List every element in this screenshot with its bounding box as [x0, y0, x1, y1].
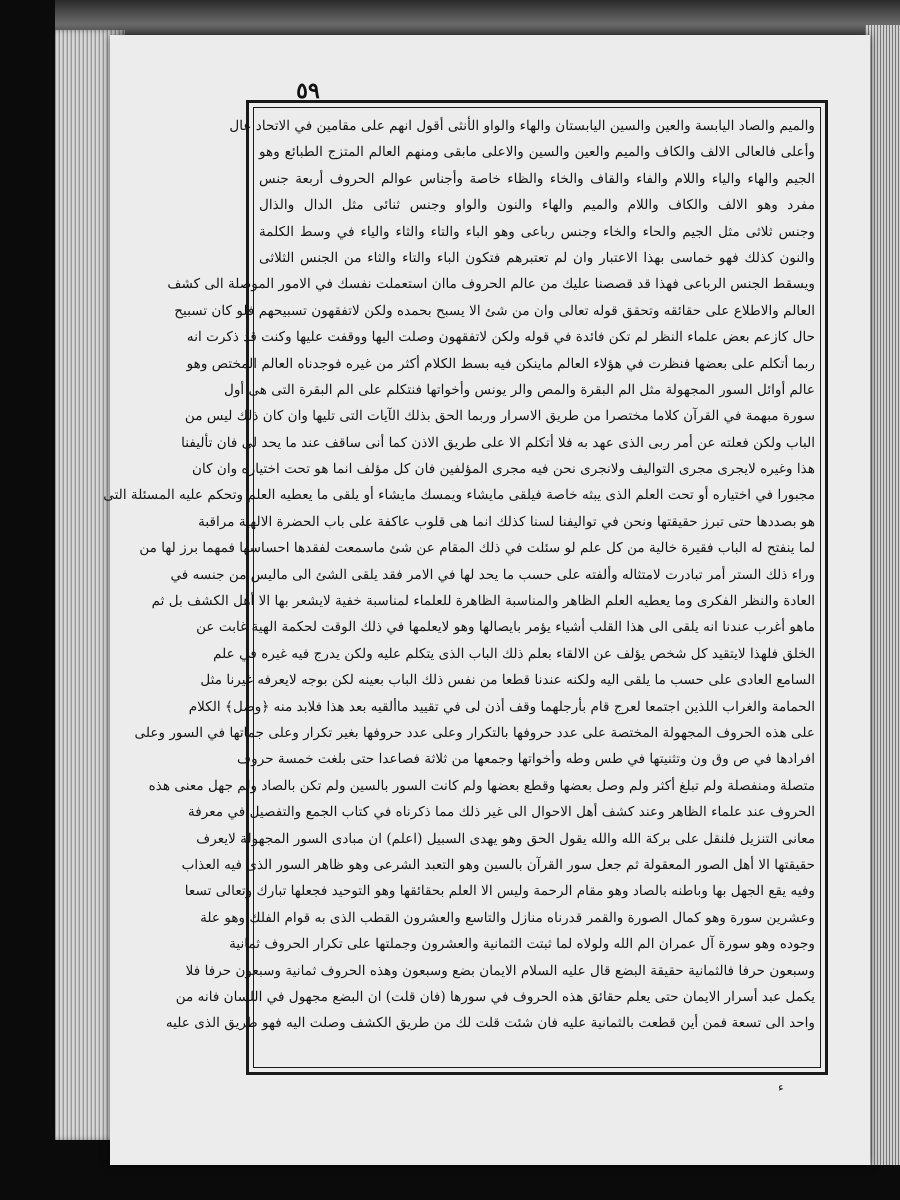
text-line: مفرد وهو الالف والكاف واللام والميم والهاء والنون والواو وجنس ثنائى مثل الدال والذال: [259, 197, 815, 214]
text-line: ماهو أغرب عندنا انه يلقى الى هذا القلب أشياء يؤمر بايصالها وهو لايعلمها في ذلك الوقت لحكمة الهية غابت عن: [196, 619, 815, 636]
book-right-edge: [865, 25, 900, 1165]
arabic-text-block: [103, 113, 815, 1062]
text-line: الباب ولكن فعلته عن أمر ربى الذى عهد به فلا أتكلم الا على طريق الاذن كما أنى ساقف عند ما يحد لى فان تأليفنا: [181, 434, 815, 451]
text-line: عالم أوائل السور المجهولة مثل الم البقرة والمص والر يونس وأخواتها فنتكلم على الم البقرة التى هى أول: [223, 381, 815, 398]
text-line: هذا وغيره لايجرى مجرى التواليف ولانجرى نحن فيه مجرى المؤلفين فان كل مؤلف انما هو تحت اختياره وان كان: [191, 461, 815, 478]
text-line: معانى التنزيل فلنقل على بركة الله والله يقول الحق وهو يهدى السبيل (اعلم) ان مبادى السور المجهولة لايعرف: [196, 830, 815, 847]
text-line: السامع العادى على حسب ما يلقى اليه ولكنه عندنا قطعا من نفس ذلك الباب بعينه لكن بوجه لايعرفه غيرنا مثل: [200, 672, 815, 689]
signature-mark: ء: [778, 1080, 784, 1094]
text-line: الجيم والهاء والياء واللام والفاء والقاف والخاء والظاء خاصة وأجناس عوالم الحروف أربعة جنس: [259, 170, 815, 187]
text-line: وجنس ثلاثى مثل الجيم والحاء والخاء وجنس رباعى وهو الباء والتاء والثاء والياء في وسط الكلمة: [259, 223, 815, 240]
text-line: هو بصددها حتى تبرز حقيقتها ونحن في تواليفنا لسنا كذلك انما هى قلوب عاكفة على باب الحضرة الالهية مراقبة: [198, 513, 815, 530]
text-line: واحد الى تسعة فمن أين قطعت بالثمانية عليه فان شئت قلت لك من طريق الكشف وصلت اليه فهو طريق الذى عليه: [165, 1015, 815, 1032]
text-line: ويسقط الجنس الرباعى فهذا قد قصصنا عليك من عالم الحروف ماان استعملت نفسك في الامور الموصلة الى كشف: [167, 276, 815, 293]
text-line: وأعلى فالعالى الالف والكاف والميم والعين والسين والاعلى مابقى ومنهم العالم المتزج الطبائع وهو: [259, 144, 815, 161]
text-line: العالم والاطلاع على حقائقه وتحقق قوله تعالى وان من شئ الا يسبح بحمده ولكن لاتفقهون تسبيحهم فلو كان تسبيح: [174, 302, 815, 319]
text-line: العادة والنظر الفكرى وما يعطيه العلم الظاهر والمناسبة الظاهرة للعلماء لمناسبة خفية لايشعر بها الا أهل الكشف بل ثم: [151, 593, 815, 610]
text-line: حقيقتها الا أهل الصور المعقولة ثم جعل سور القرآن بالسين وهو التعبد الشرعى وهو ظاهر السور الذى فيه العذاب: [181, 856, 815, 873]
text-line: وعشرين سورة وهو كمال الصورة والقمر قدرناه منازل والتاسع والعشرون القطب الذى به قوام الفلك وهو علة: [200, 909, 815, 926]
text-line: الحمامة والغراب اللذين اجتمعا لعرج قام بأرجلهما وقف أذن لى في تقييد ماألقيه بعد هذا فلابد منه ﴿وصل﴾ الكلام: [188, 698, 815, 715]
text-line: الحروف عند علماء الظاهر وعند كشف أهل الاحوال الى غير ذلك مما ذكرناه في كتاب الجمع والتفصيل في معرفة: [188, 804, 815, 821]
text-line: والنون كذلك فهو خماسى بهذا الاعتبار وان لم تعتبرهم فتكون الباء والتاء والثاء من الجنس الثلاثى: [259, 249, 815, 266]
book-top-edge: [55, 0, 900, 40]
text-line: مجبورا في اختياره أو تحت العلم الذى يبثه خاصة فيلقى مايشاء ويمسك مايشاء أو يلقى ما يعطيه العلم وتحكم عليه المسئلة التى: [103, 487, 815, 504]
text-line: والميم والصاد اليابسة والعين والسين اليابستان والهاء والواو الأنثى أقول انهم على مقامين في الاتحاد عال: [229, 118, 815, 134]
text-line: وفيه يقع الجهل بها وباطنه بالصاد وهو مقام الرحمة وليس الا العلم بحقائقها وهو التوحيد فجعلها تبارك وتعالى تسعا: [184, 883, 815, 900]
text-line: سورة مبهمة في القرآن كلاما مختصرا من طريق الاسرار وربما الحق بذلك الآيات التى تليها وان كان ذلك ليس من: [184, 408, 815, 425]
text-line: لما ينفتح له الباب فقيرة خالية من كل علم لو سئلت في ذلك المقام عن شئ ماسمعت لفقدها احساسها فمهما برز لها من: [139, 540, 815, 557]
text-line: يكمل عبد أسرار الايمان حتى يعلم حقائق هذه الحروف في سورها (فان قلت) ان البضع مجهول في اللسان فانه من: [175, 988, 815, 1005]
page-number: ٥٩: [296, 78, 320, 104]
text-line: على هذه الحروف المجهولة المختصة على عدد حروفها بالتكرار وعلى عدد حروفها بغير تكرار وعلى جماتها في السور وعلى: [134, 724, 815, 741]
text-line: الخلق فلهذا لايتقيد كل شخص يؤلف عن الالقاء بعلم ذلك الباب الذى يتكلم عليه ولكن يدرج فيه غيره في علم: [213, 645, 815, 662]
text-line: متصلة ومنفصلة ولم تبلغ أكثر ولم وصل بعضها وقطع بعضها ولم كانت السور بالسين ولم تكن بالصاد ولم جهل معنى هذه: [148, 777, 815, 794]
text-frame: [103, 100, 828, 1075]
text-line: افرادها في ص وق ون وتثنيتها في طس وطه وأخواتها وجمعها من ثلاثة فصاعدا حتى بلغت خمسة حروف: [237, 751, 815, 768]
text-line: وراء ذلك الستر أمر تبادرت لامتثاله وألفته على حسب ما يحد لها في الامر فقد يلقى الشئ الى ماليس من جنسه في: [170, 566, 815, 583]
text-line: ربما أتكلم على بعضها فنظرت في هؤلاء العالم ماينكن فيه بسط الكلام أكثر من غيره فوجدناه العالم المختص وهو: [186, 355, 815, 372]
text-line: وجوده وهو سورة آل عمران الم الله ولولاه لما ثبتت الثمانية والعشرون وجملتها على تكرار الحروف ثمانية: [229, 936, 815, 953]
text-line: حال كازعم بعض علماء النظر لم تكن فائدة في قوله ولكن لاتفقهون وصلت اليها ووقفت عليها وكنت قد ذكرت انه: [186, 329, 815, 346]
text-line: وسبعون حرفا فالثمانية حقيقة البضع قال عليه السلام الايمان بضع وسبعون وهذه الحروف ثمانية وسبعون حرفا فلا: [185, 962, 815, 979]
